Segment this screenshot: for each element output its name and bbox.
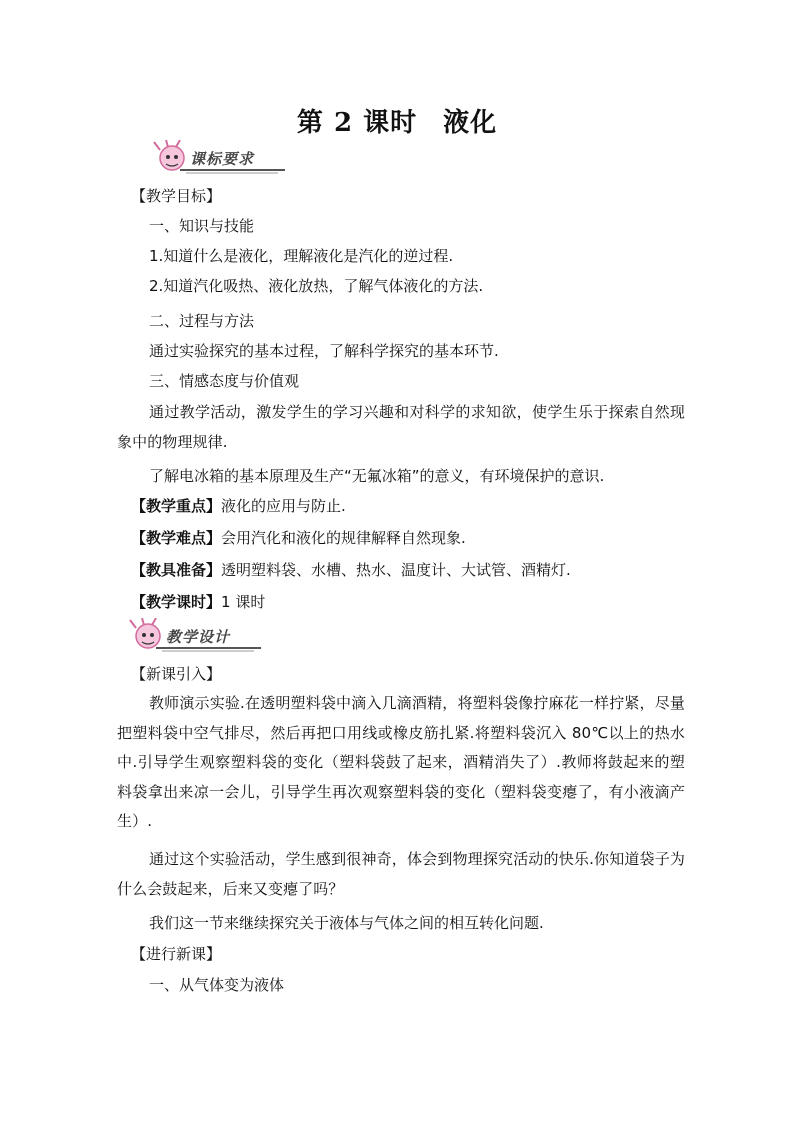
process-heading: 二、过程与方法 xyxy=(149,312,255,330)
tools-text: 透明塑料袋、水槽、热水、温度计、大试管、酒精灯. xyxy=(221,561,571,579)
section-header-requirements xyxy=(150,140,290,180)
intro-paragraph-1: 教师演示实验.在透明塑料袋中滴入几滴酒精，将塑料袋像拧麻花一样拧紧，尽量把塑料袋中空气排尽，然后再把口用线或橡皮筋扎紧.将塑料袋沉入 80℃以上的热水中.引导学生观察塑料袋的变化（塑料袋鼓了起来，酒精消失了）.教师将鼓起来的塑料袋拿出来凉一会儿，引导学生再次观察塑料袋的变化（塑料袋变瘪了，有小液滴产生）. xyxy=(117,694,685,830)
knowledge-item-1: 1.知道什么是液化，理解液化是汽化的逆过程. xyxy=(149,247,454,265)
hours-text: 1 课时 xyxy=(221,593,266,611)
goals-heading: 【教学目标】 xyxy=(131,187,222,205)
focus-label: 【教学重点】 xyxy=(131,497,222,515)
focus-text: 液化的应用与防止. xyxy=(221,497,346,515)
intro-heading: 【新课引入】 xyxy=(131,665,222,683)
title-lesson: 第 2 课时 xyxy=(296,108,418,138)
section-label: 教学设计 xyxy=(166,628,231,646)
tools-label: 【教具准备】 xyxy=(131,561,222,579)
knowledge-heading: 一、知识与技能 xyxy=(149,217,255,235)
difficulty-row xyxy=(131,528,466,548)
emotion-heading: 三、情感态度与价值观 xyxy=(149,372,300,390)
difficulty-label: 【教学难点】 xyxy=(131,529,222,547)
emotion-item-2: 了解电冰箱的基本原理及生产“无氟冰箱”的意义，有环境保护的意识. xyxy=(149,467,605,485)
hours-label: 【教学课时】 xyxy=(131,593,222,611)
title-topic: 液化 xyxy=(443,108,498,138)
focus-row xyxy=(131,496,346,516)
newlesson-heading: 【进行新课】 xyxy=(131,945,222,963)
process-item-1: 通过实验探究的基本过程，了解科学探究的基本环节. xyxy=(149,342,499,360)
emotion-item-1: 通过教学活动，激发学生的学习兴趣和对科学的求知欲，使学生乐于探索自然现象中的物理规律. xyxy=(117,403,685,451)
intro-paragraph-2: 通过这个实验活动，学生感到很神奇，体会到物理探究活动的快乐.你知道袋子为什么会鼓起来，后来又变瘪了吗？ xyxy=(117,850,685,898)
hours-row xyxy=(131,592,265,612)
knowledge-item-2: 2.知道汽化吸热、液化放热，了解气体液化的方法. xyxy=(149,277,484,295)
difficulty-text: 会用汽化和液化的规律解释自然现象. xyxy=(221,529,466,547)
tools-row xyxy=(131,560,571,580)
section-label: 课标要求 xyxy=(190,150,255,168)
newlesson-sub-1: 一、从气体变为液体 xyxy=(149,976,285,994)
page-title xyxy=(0,102,794,139)
intro-paragraph-3: 我们这一节来继续探究关于液体与气体之间的相互转化问题. xyxy=(149,914,544,932)
section-header-design xyxy=(126,618,266,658)
